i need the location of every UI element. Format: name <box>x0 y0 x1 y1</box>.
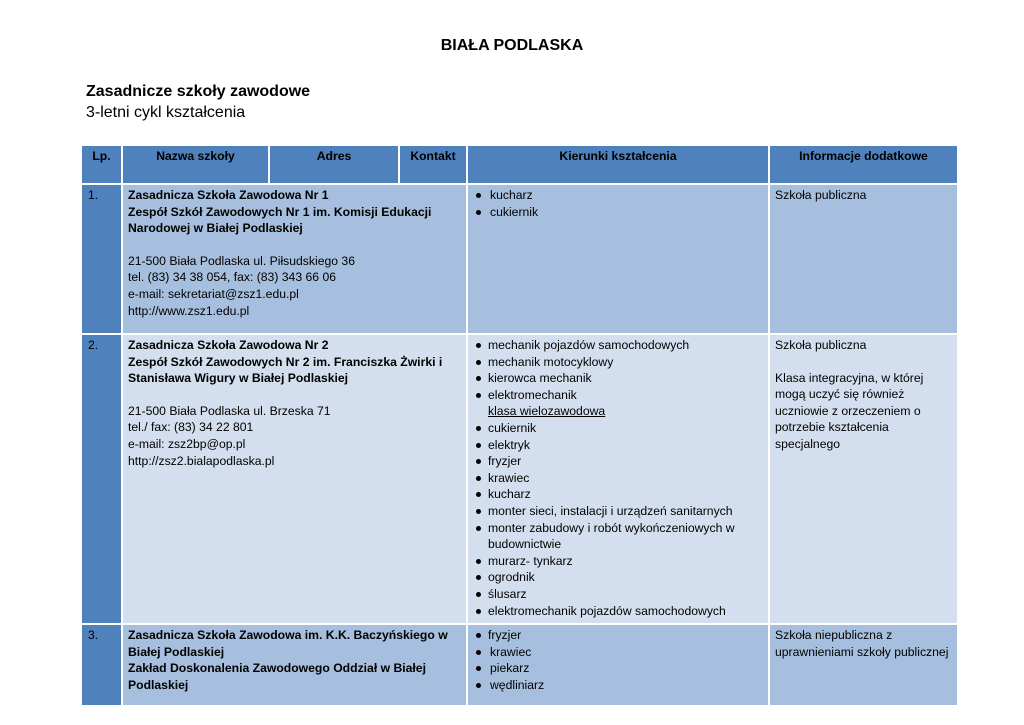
multi-profession-note: klasa wielozawodowa <box>488 404 606 419</box>
list-item: fryzjer <box>473 627 763 644</box>
courses-cell <box>467 624 769 706</box>
list-item: kucharz <box>473 486 763 503</box>
list-item: murarz- tynkarz <box>473 553 763 570</box>
document-title: BIAŁA PODLASKA <box>440 37 584 54</box>
header-name: Nazwa szkoły <box>122 145 269 184</box>
table-header-row <box>81 145 958 184</box>
info-text: Szkoła niepubliczna z uprawnieniami szkoły publicznej <box>775 628 949 659</box>
list-item: krawiec <box>473 470 763 487</box>
info-text: Klasa integracyjna, w której mogą uczyć się również uczniowie z orzeczeniem o potrzebie kształcenia specjalnego <box>775 370 924 451</box>
header-lp: Lp. <box>81 145 122 184</box>
list-item: monter sieci, instalacji i urządzeń sanitarnych <box>473 503 763 520</box>
list-item: wędliniarz <box>473 677 763 694</box>
row-number: 3. <box>81 624 122 706</box>
list-item: cukiernik <box>473 420 763 437</box>
section-title: Zasadnicze szkoły zawodowe <box>86 83 311 100</box>
school-complex: Zakład Doskonalenia Zawodowego Oddział w Białej Podlaskiej <box>128 661 426 692</box>
section-subtitle: 3-letni cykl kształcenia <box>86 104 246 121</box>
school-name: Zasadnicza Szkoła Zawodowa Nr 1 <box>128 188 329 202</box>
list-item: kucharz <box>473 187 763 204</box>
school-details <box>122 624 467 706</box>
table-row <box>81 624 958 706</box>
table-row <box>81 334 958 624</box>
list-item: cukiernik <box>473 204 763 221</box>
list-item: elektromechanik <box>473 387 763 404</box>
list-item: fryzjer <box>473 453 763 470</box>
list-item: krawiec <box>473 644 763 661</box>
school-website: http://www.zsz1.edu.pl <box>128 303 250 318</box>
info-text: Szkoła publiczna <box>775 188 867 202</box>
school-name: Zasadnicza Szkoła Zawodowa Nr 2 <box>128 338 329 352</box>
courses-cell <box>467 184 769 334</box>
school-address: 21-500 Biała Podlaska ul. Piłsudskiego 36 <box>128 253 355 268</box>
school-details <box>122 334 467 624</box>
list-note <box>473 403 763 420</box>
header-address: Adres <box>269 145 399 184</box>
list-item: ślusarz <box>473 586 763 603</box>
table-row <box>81 184 958 334</box>
school-name: Zasadnicza Szkoła Zawodowa im. K.K. Baczyńskiego w Białej Podlaskiej <box>128 628 448 659</box>
school-complex: Zespół Szkół Zawodowych Nr 2 im. Franciszka Żwirki i Stanisława Wigury w Białej Podlaskiej <box>128 354 443 386</box>
list-item: elektromechanik pojazdów samochodowych <box>473 603 763 620</box>
row-number: 2. <box>81 334 122 624</box>
list-item: kierowca mechanik <box>473 370 763 387</box>
info-cell <box>769 624 958 706</box>
school-email: e-mail: sekretariat@zsz1.edu.pl <box>128 286 299 301</box>
list-item: elektryk <box>473 437 763 454</box>
row-number: 1. <box>81 184 122 334</box>
courses-cell <box>467 334 769 624</box>
list-item: ogrodnik <box>473 569 763 586</box>
school-email: e-mail: zsz2bp@op.pl <box>128 436 246 451</box>
list-item: monter zabudowy i robót wykończeniowych w budownictwie <box>473 520 763 553</box>
header-contact: Kontakt <box>399 145 467 184</box>
list-item: mechanik pojazdów samochodowych <box>473 337 763 354</box>
school-details <box>122 184 467 334</box>
info-text: Szkoła publiczna <box>775 338 867 352</box>
list-item: piekarz <box>473 660 763 677</box>
info-cell <box>769 334 958 624</box>
school-complex: Zespół Szkół Zawodowych Nr 1 im. Komisji Edukacji Narodowej w Białej Podlaskiej <box>128 204 432 236</box>
school-phone: tel. (83) 34 38 054, fax: (83) 343 66 06 <box>128 270 337 285</box>
school-website: http://zsz2.bialapodlaska.pl <box>128 453 275 468</box>
list-item: mechanik motocyklowy <box>473 354 763 371</box>
schools-table <box>80 144 959 707</box>
header-info: Informacje dodatkowe <box>769 145 958 184</box>
info-cell <box>769 184 958 334</box>
school-phone: tel./ fax: (83) 34 22 801 <box>128 420 254 435</box>
header-courses: Kierunki kształcenia <box>467 145 769 184</box>
school-address: 21-500 Biała Podlaska ul. Brzeska 71 <box>128 403 331 418</box>
